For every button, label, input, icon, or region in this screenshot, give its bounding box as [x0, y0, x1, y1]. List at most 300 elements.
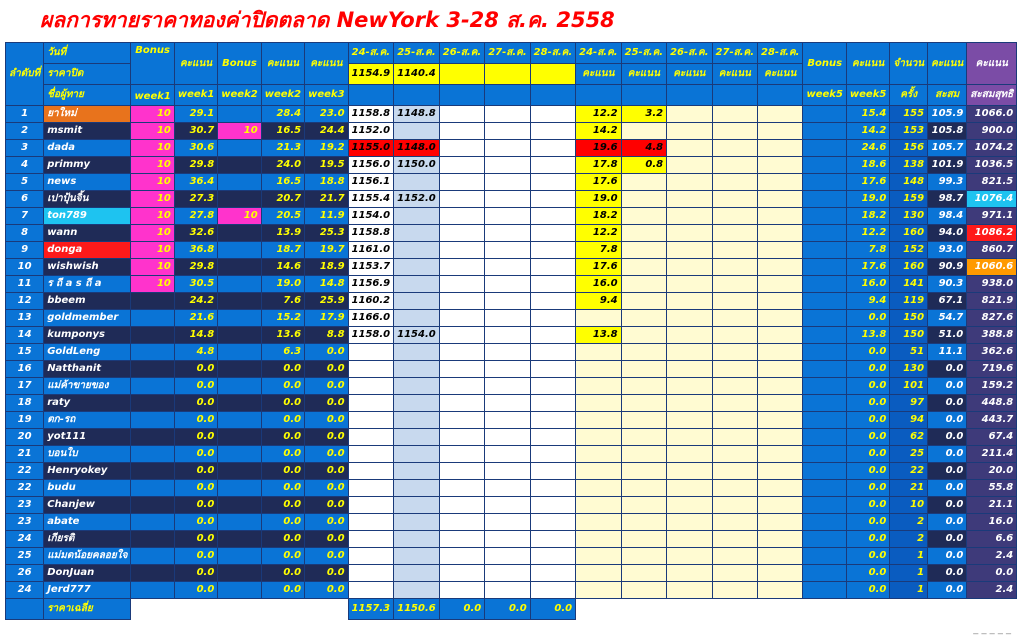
week5-score: 12.2	[846, 225, 889, 242]
guess-count: 159	[890, 191, 928, 208]
table-row	[6, 191, 1017, 208]
total-score: 971.1	[967, 208, 1017, 225]
rank-cell: 23	[6, 514, 44, 531]
average-price: 0.0	[439, 599, 484, 620]
week3-score: 19.7	[305, 242, 348, 259]
bonus-week5	[803, 395, 846, 412]
player-name: primmy	[44, 157, 131, 174]
guess-27	[485, 259, 530, 276]
score-24: 17.8	[576, 157, 621, 174]
score-26	[667, 395, 712, 412]
score-28	[758, 191, 803, 208]
page-edge-marker: _ _ _ _ _	[973, 624, 1011, 635]
score-28	[758, 225, 803, 242]
total-score: 67.4	[967, 429, 1017, 446]
score-25	[621, 531, 666, 548]
score-26	[667, 344, 712, 361]
bonus-week5	[803, 446, 846, 463]
guess-28	[530, 463, 575, 480]
score-27	[712, 446, 757, 463]
guess-24: 1156.1	[348, 174, 394, 191]
bonus-week2	[218, 344, 261, 361]
accum-score: 105.9	[928, 106, 967, 123]
score-24	[576, 480, 621, 497]
guess-24	[348, 497, 394, 514]
table-row	[6, 480, 1017, 497]
accum-score: 99.3	[928, 174, 967, 191]
week3-score: 0.0	[305, 514, 348, 531]
week3-score: 0.0	[305, 480, 348, 497]
guess-27	[485, 565, 530, 582]
bonus-week5	[803, 412, 846, 429]
total-score: 900.0	[967, 123, 1017, 140]
bonus-week5	[803, 157, 846, 174]
guess-28	[530, 276, 575, 293]
week1-score: 24.2	[174, 293, 217, 310]
accum-score: 0.0	[928, 480, 967, 497]
week1-score: 30.6	[174, 140, 217, 157]
week3-label: week3	[305, 85, 348, 106]
score-28	[758, 480, 803, 497]
guess-28	[530, 361, 575, 378]
score-24: 18.2	[576, 208, 621, 225]
week3-score: 0.0	[305, 429, 348, 446]
table-row	[6, 531, 1017, 548]
guess-26	[439, 123, 484, 140]
week5-score: 0.0	[846, 531, 889, 548]
total-score: 821.5	[967, 174, 1017, 191]
guess-27	[485, 378, 530, 395]
score-28	[758, 276, 803, 293]
week5-score: 0.0	[846, 497, 889, 514]
week2-score: 13.9	[261, 225, 304, 242]
score-25	[621, 429, 666, 446]
bonus-week1: 10	[131, 157, 174, 174]
player-name: DonJuan	[44, 565, 131, 582]
bonus-week2	[218, 497, 261, 514]
guess-count: 10	[890, 497, 928, 514]
score-spacer	[712, 85, 757, 106]
rank-header: ลำดับที่	[6, 43, 44, 106]
accum-score: 0.0	[928, 446, 967, 463]
total-score: 1086.2	[967, 225, 1017, 242]
week5-score: 0.0	[846, 565, 889, 582]
guess-26	[439, 412, 484, 429]
bonus-week5	[803, 259, 846, 276]
header-score-2: คะแนน	[261, 43, 304, 85]
score-24	[576, 378, 621, 395]
score-24	[576, 548, 621, 565]
rank-cell: 22	[6, 480, 44, 497]
week5-score: 17.6	[846, 174, 889, 191]
week5-score: 0.0	[846, 429, 889, 446]
week5-score: 0.0	[846, 310, 889, 327]
guess-24	[348, 378, 394, 395]
accum-score: 0.0	[928, 378, 967, 395]
guess-28	[530, 378, 575, 395]
guess-count: 2	[890, 514, 928, 531]
score-28	[758, 174, 803, 191]
week1-score: 0.0	[174, 480, 217, 497]
guess-26	[439, 582, 484, 599]
score-27	[712, 412, 757, 429]
score-26	[667, 514, 712, 531]
score-28	[758, 310, 803, 327]
bonus-week2	[218, 140, 261, 157]
week5-score: 17.6	[846, 259, 889, 276]
total-score: 1060.6	[967, 259, 1017, 276]
guess-26	[439, 157, 484, 174]
guess-24: 1155.4	[348, 191, 394, 208]
guess-count: 51	[890, 344, 928, 361]
bonus-week2	[218, 276, 261, 293]
guess-25	[394, 497, 440, 514]
score-27	[712, 293, 757, 310]
guess-24: 1156.0	[348, 157, 394, 174]
guess-28	[530, 344, 575, 361]
score-27	[712, 429, 757, 446]
week5-score: 0.0	[846, 480, 889, 497]
guess-28	[530, 429, 575, 446]
bonus-week2	[218, 106, 261, 123]
bonus-week2	[218, 225, 261, 242]
table-row	[6, 276, 1017, 293]
accum-score: 90.3	[928, 276, 967, 293]
bonus-week5	[803, 497, 846, 514]
score-27	[712, 259, 757, 276]
week5-score: 15.4	[846, 106, 889, 123]
guess-count: 97	[890, 395, 928, 412]
guess-27	[485, 106, 530, 123]
guess-27	[485, 514, 530, 531]
bonus-week1	[131, 497, 174, 514]
week2-score: 6.3	[261, 344, 304, 361]
guess-27	[485, 582, 530, 599]
week2-score: 28.4	[261, 106, 304, 123]
guess-count: 21	[890, 480, 928, 497]
score-24: 13.8	[576, 327, 621, 344]
guess-28	[530, 531, 575, 548]
table-row	[6, 123, 1017, 140]
bonus-week2	[218, 548, 261, 565]
guess-27	[485, 463, 530, 480]
week2-score: 0.0	[261, 395, 304, 412]
bonus-week2	[218, 191, 261, 208]
guess-24: 1166.0	[348, 310, 394, 327]
guess-24	[348, 531, 394, 548]
week1-score: 32.6	[174, 225, 217, 242]
guess-25	[394, 208, 440, 225]
player-name: Chanjew	[44, 497, 131, 514]
rank-cell: 1	[6, 106, 44, 123]
guess-25	[394, 242, 440, 259]
player-name: เปาปุ้นจิ้น	[44, 191, 131, 208]
player-name: ตก-รถ	[44, 412, 131, 429]
week3-score: 0.0	[305, 531, 348, 548]
total-label: สะสมสุทธิ	[967, 85, 1017, 106]
guess-28	[530, 208, 575, 225]
week1-header: week1	[131, 85, 174, 106]
score-26	[667, 378, 712, 395]
footer-blank	[621, 599, 666, 620]
score-26	[667, 259, 712, 276]
accum-score: 0.0	[928, 497, 967, 514]
bonus-week1: 10	[131, 225, 174, 242]
guess-26	[439, 106, 484, 123]
score-28	[758, 157, 803, 174]
score-col-header: คะแนน	[667, 64, 712, 85]
guess-28	[530, 582, 575, 599]
bonus-week5	[803, 548, 846, 565]
guess-count: 160	[890, 225, 928, 242]
guess-28	[530, 242, 575, 259]
rank-cell: 4	[6, 157, 44, 174]
guess-26	[439, 259, 484, 276]
bonus-week1	[131, 531, 174, 548]
score-26	[667, 548, 712, 565]
score-28	[758, 412, 803, 429]
player-name: msmit	[44, 123, 131, 140]
week1-score: 0.0	[174, 412, 217, 429]
week5-score: 9.4	[846, 293, 889, 310]
average-price: 0.0	[485, 599, 530, 620]
week3-score: 17.9	[305, 310, 348, 327]
score-25	[621, 344, 666, 361]
guess-28	[530, 548, 575, 565]
guess-24	[348, 395, 394, 412]
player-name: news	[44, 174, 131, 191]
bonus-week1	[131, 480, 174, 497]
bonus-week1	[131, 344, 174, 361]
score-27	[712, 191, 757, 208]
week2-score: 16.5	[261, 123, 304, 140]
score-26	[667, 140, 712, 157]
score-28	[758, 123, 803, 140]
guess-27	[485, 429, 530, 446]
score-28	[758, 293, 803, 310]
player-name: Henryokey	[44, 463, 131, 480]
bonus-week5	[803, 565, 846, 582]
week2-score: 0.0	[261, 531, 304, 548]
guess-count: 130	[890, 208, 928, 225]
accum-score: 51.0	[928, 327, 967, 344]
week2-score: 20.5	[261, 208, 304, 225]
score-25	[621, 293, 666, 310]
total-score: 388.8	[967, 327, 1017, 344]
week3-score: 18.9	[305, 259, 348, 276]
bonus-week1: 10	[131, 242, 174, 259]
score-27	[712, 327, 757, 344]
score-24	[576, 565, 621, 582]
score-25	[621, 378, 666, 395]
week2-score: 0.0	[261, 497, 304, 514]
guess-28	[530, 293, 575, 310]
bonus-week5	[803, 174, 846, 191]
week3-score: 0.0	[305, 378, 348, 395]
bonus-week1	[131, 514, 174, 531]
date-header: 27-ส.ค.	[485, 43, 530, 64]
accum-score: 90.9	[928, 259, 967, 276]
rank-cell: 20	[6, 429, 44, 446]
score-24	[576, 446, 621, 463]
week2-label: week2	[218, 85, 261, 106]
week1-score: 0.0	[174, 395, 217, 412]
guess-25	[394, 514, 440, 531]
accum-score: 0.0	[928, 582, 967, 599]
score-27	[712, 140, 757, 157]
guess-24	[348, 514, 394, 531]
score-25	[621, 446, 666, 463]
guess-24	[348, 361, 394, 378]
total-score: 21.1	[967, 497, 1017, 514]
score-25	[621, 582, 666, 599]
footer-blank	[846, 599, 889, 620]
rank-cell: 12	[6, 293, 44, 310]
score-27	[712, 565, 757, 582]
date-header: 25-ส.ค.	[394, 43, 440, 64]
guess-26	[439, 191, 484, 208]
score-24	[576, 497, 621, 514]
rank-cell: 24	[6, 582, 44, 599]
guess-count: 2	[890, 531, 928, 548]
total-score: 448.8	[967, 395, 1017, 412]
player-name: wann	[44, 225, 131, 242]
score-25	[621, 191, 666, 208]
week3-score: 0.0	[305, 412, 348, 429]
guess-26	[439, 293, 484, 310]
bonus-week2	[218, 412, 261, 429]
guess-28	[530, 191, 575, 208]
week1-score: 0.0	[174, 446, 217, 463]
bonus-week1	[131, 565, 174, 582]
player-name: dada	[44, 140, 131, 157]
accum-score: 98.4	[928, 208, 967, 225]
bonus-week1	[131, 293, 174, 310]
total-score: 20.0	[967, 463, 1017, 480]
week3-score: 19.5	[305, 157, 348, 174]
table-row	[6, 344, 1017, 361]
guess-24: 1161.0	[348, 242, 394, 259]
week2-score: 0.0	[261, 446, 304, 463]
player-name: Jerd777	[44, 582, 131, 599]
footer-blank	[667, 599, 712, 620]
week3-score: 0.0	[305, 344, 348, 361]
accum-score: 0.0	[928, 395, 967, 412]
accum-label: สะสม	[928, 85, 967, 106]
guess-25	[394, 531, 440, 548]
total-score: 938.0	[967, 276, 1017, 293]
guess-24	[348, 582, 394, 599]
guess-26	[439, 310, 484, 327]
score-27	[712, 531, 757, 548]
score-spacer	[621, 85, 666, 106]
rank-cell: 25	[6, 548, 44, 565]
score-24: 17.6	[576, 259, 621, 276]
week3-score: 0.0	[305, 565, 348, 582]
week1-score: 0.0	[174, 531, 217, 548]
guess-25	[394, 446, 440, 463]
player-name: ยาใหม่	[44, 106, 131, 123]
closing-price	[530, 64, 575, 85]
score-26	[667, 123, 712, 140]
guess-26	[439, 395, 484, 412]
bonus-week5	[803, 531, 846, 548]
bonus-week5	[803, 106, 846, 123]
name-label-header: ชื่อผู้ทาย	[44, 85, 131, 106]
rank-cell: 2	[6, 123, 44, 140]
week5-score: 16.0	[846, 276, 889, 293]
player-name: donga	[44, 242, 131, 259]
rank-cell: 22	[6, 463, 44, 480]
score-28	[758, 565, 803, 582]
guess-24: 1153.7	[348, 259, 394, 276]
score-24	[576, 310, 621, 327]
bonus-week5	[803, 378, 846, 395]
table-row	[6, 565, 1017, 582]
rank-cell: 8	[6, 225, 44, 242]
table-row	[6, 429, 1017, 446]
score-26	[667, 361, 712, 378]
week1-score: 30.7	[174, 123, 217, 140]
guess-24: 1158.0	[348, 327, 394, 344]
week2-score: 7.6	[261, 293, 304, 310]
player-name: abate	[44, 514, 131, 531]
total-score: 2.4	[967, 548, 1017, 565]
score-date-header: 25-ส.ค.	[621, 43, 666, 64]
guess-25	[394, 293, 440, 310]
total-score: 443.7	[967, 412, 1017, 429]
guess-25: 1152.0	[394, 191, 440, 208]
total-score: 6.6	[967, 531, 1017, 548]
score-24: 17.6	[576, 174, 621, 191]
table-body	[6, 106, 1017, 599]
score-28	[758, 446, 803, 463]
guess-25	[394, 123, 440, 140]
guess-25	[394, 463, 440, 480]
week2-score: 0.0	[261, 412, 304, 429]
score-25	[621, 565, 666, 582]
total-score: 211.4	[967, 446, 1017, 463]
score-27	[712, 242, 757, 259]
guess-28	[530, 225, 575, 242]
date-spacer	[530, 85, 575, 106]
accum-score: 94.0	[928, 225, 967, 242]
score-25	[621, 259, 666, 276]
week3-score: 8.8	[305, 327, 348, 344]
score-24	[576, 514, 621, 531]
guess-28	[530, 514, 575, 531]
guess-count: 1	[890, 582, 928, 599]
bonus-week1	[131, 412, 174, 429]
total-score: 827.6	[967, 310, 1017, 327]
week3-score: 24.4	[305, 123, 348, 140]
guess-24: 1155.0	[348, 140, 394, 157]
score-26	[667, 208, 712, 225]
score-26	[667, 242, 712, 259]
bonus-week1	[131, 548, 174, 565]
player-name: Natthanit	[44, 361, 131, 378]
bonus-week5	[803, 361, 846, 378]
bonus-week2	[218, 446, 261, 463]
player-name: GoldLeng	[44, 344, 131, 361]
guess-26	[439, 463, 484, 480]
guess-count: 1	[890, 565, 928, 582]
guess-25	[394, 361, 440, 378]
guess-25	[394, 378, 440, 395]
week5-score: 0.0	[846, 395, 889, 412]
bonus-week2	[218, 259, 261, 276]
average-price: 1150.6	[394, 599, 440, 620]
